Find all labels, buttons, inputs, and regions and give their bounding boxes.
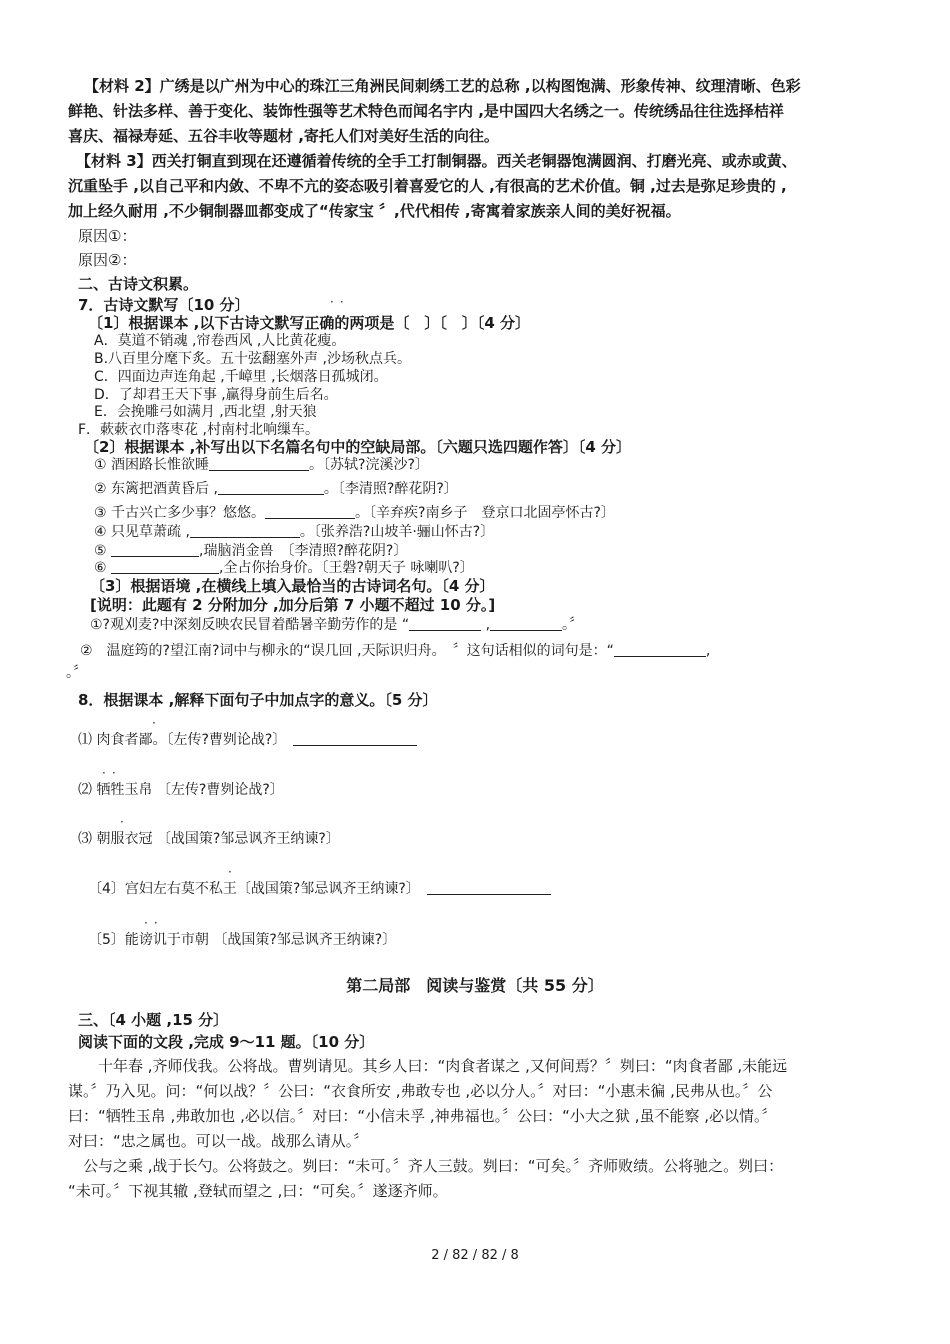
q8-item-2: ⑵ 牺牲玉帛 〔左传?曹刿论战?〕: [78, 782, 284, 798]
option-b: B.八百里分麾下炙。五十弦翻塞外声 ,沙场秋点兵。: [94, 351, 411, 367]
emphasis-dots: ·: [228, 865, 238, 879]
q7-note: [说明：此题有 2 分附加分 ,加分后第 7 小题不超过 10 分。]: [90, 596, 496, 614]
answer-blank[interactable]: [409, 616, 481, 631]
emphasis-dots: ·: [120, 815, 130, 829]
q7-part3: 〔3〕根据语境 ,在横线上填入最恰当的古诗词名句。〔4 分〕: [90, 577, 495, 595]
material3-line-1: 【材料 3】西关打铜直到现在还遵循着传统的全手工打制铜器。西关老铜器饱满圆润、打磨光亮、或赤或黄、: [76, 152, 797, 170]
q7-title: 7．古诗文默写〔10 分〕: [78, 296, 250, 314]
reason-1: 原因①：: [78, 227, 137, 245]
page-number: 2 / 82 / 82 / 8: [431, 1248, 519, 1263]
q8-item-5: 〔5〕能谤讥于市朝 〔战国策?邹忌讽齐王纳谏?〕: [88, 932, 397, 948]
q7-3-item-2-tail: 。〞: [66, 665, 87, 681]
answer-blank[interactable]: [265, 504, 355, 519]
reason-2: 原因②：: [78, 251, 137, 269]
answer-blank[interactable]: [293, 731, 417, 746]
fill-item-4: ④ 只见草萧疏 , 。〔张养浩?山坡羊·骊山怀古?〕: [94, 524, 495, 540]
answer-blank[interactable]: [111, 559, 219, 574]
q8-title: 8．根据课本 ,解释下面句子中加点字的意义。〔5 分〕: [78, 691, 438, 709]
q8-item-1: ⑴ 肉食者鄙。〔左传?曹刿论战?〕: [78, 730, 417, 750]
emphasis-dots: ··: [102, 766, 122, 780]
passage-line-6: “未可。〞下视其辙 ,登轼而望之 ,曰：“可矣。〞遂逐齐师。: [68, 1182, 448, 1200]
answer-blank[interactable]: [614, 642, 706, 657]
fill-item-1: ① 酒困路长惟欲睡 。〔苏轼?浣溪沙?〕: [94, 457, 429, 473]
option-d: D．了却君王天下事 ,赢得身前生后名。: [94, 387, 338, 403]
material3-line-3: 加上经久耐用 ,不少铜制器皿都变成了“传家宝 〞,代代相传 ,寄寓着家族亲人间的美好祝福。: [68, 202, 681, 220]
part2-title: 第二局部 阅读与鉴赏〔共 55 分〕: [346, 976, 604, 995]
q7-3-item-1: ①?观刈麦?中深刻反映农民冒着酷暑辛勤劳作的是 “ , 。〞: [90, 617, 584, 633]
answer-blank[interactable]: [209, 456, 309, 471]
answer-blank[interactable]: [111, 542, 199, 557]
option-c: C．四面边声连角起 ,千嶂里 ,长烟落日孤城闭。: [94, 369, 388, 385]
emphasis-dots: ··: [330, 295, 350, 309]
passage-line-2: 谋。〞乃入见。问：“何以战？〞公曰：“衣食所安 ,弗敢专也 ,必以分人。〞对曰：“小惠未徧 ,民弗从也。〞公: [68, 1082, 773, 1100]
material2-line-3: 喜庆、福禄寿延、五谷丰收等题材 ,寄托人们对美好生活的向往。: [68, 127, 499, 145]
fill-item-5: ⑤ ,瑞脑消金兽 〔李清照?醉花阴?〕: [94, 543, 408, 559]
material3-line-2: 沉重坠手 ,以自己平和内敛、不卑不亢的姿态吸引着喜爱它的人 ,有很高的艺术价值。铜 ,过去是弥足珍贵的 ,: [68, 177, 787, 195]
answer-blank[interactable]: [490, 616, 562, 631]
answer-blank[interactable]: [190, 523, 300, 538]
option-f: F．蔌蔌衣巾落枣花 ,村南村北响缫车。: [78, 422, 319, 438]
section-3-title: 三、〔4 小题 ,15 分〕: [78, 1011, 229, 1029]
q8-item-4: 〔4〕宫妇左右莫不私王〔战国策?邹忌讽齐王纳谏?〕: [88, 879, 551, 899]
emphasis-dots: ·: [152, 716, 162, 730]
emphasis-dots: ··: [144, 916, 164, 930]
passage-line-3: 曰：“牺牲玉帛 ,弗敢加也 ,必以信。〞对曰：“小信未孚 ,神弗福也。〞公曰：“小大之狱 ,虽不能察 ,必以情。〞: [68, 1107, 777, 1125]
answer-blank[interactable]: [218, 480, 324, 495]
fill-item-6: ⑥ ,全占你抬身价。〔王磐?朝天子 咏喇叭?〕: [94, 560, 474, 576]
passage-line-1: 十年春 ,齐师伐我。公将战。曹刿请见。其乡人曰：“肉食者谋之 ,又何间焉？〞刿曰：“肉食者鄙 ,未能远: [68, 1057, 788, 1075]
material2-line-2: 鲜艳、针法多样、善于变化、装饰性强等艺术特色而闻名宇内 ,是中国四大名绣之一。传统绣品往往选择桔祥: [68, 102, 784, 120]
q8-item-3: ⑶ 朝服衣冠 〔战国策?邹忌讽齐王纳谏?〕: [78, 831, 340, 847]
passage-line-4: 对曰：“忠之属也。可以一战。战那么请从。〞: [68, 1132, 369, 1150]
passage-line-5: 公与之乘 ,战于长勺。公将鼓之。刿曰：“未可。〞齐人三鼓。刿曰：“可矣。〞齐师败绩。公将驰之。刿曰：: [68, 1157, 784, 1175]
q7-3-item-2: ② 温庭筠的?望江南?词中与柳永的“误几回 ,天际识归舟。 〞这句话相似的词句是：“ ,: [80, 643, 711, 659]
option-a: A．莫道不销魂 ,帘卷西风 ,人比黄花瘦。: [94, 333, 346, 349]
reading-intro: 阅读下面的文段 ,完成 9～11 题。〔10 分〕: [78, 1033, 375, 1051]
material2-line-1: 【材料 2】广绣是以广州为中心的珠江三角洲民间刺绣工艺的总称 ,以构图饱满、形象传神、纹理清晰、色彩: [84, 77, 801, 95]
section-2-title: 二、古诗文积累。: [78, 275, 199, 293]
fill-item-3: ③ 千古兴亡多少事？悠悠。 。〔辛弃疾?南乡子 登京口北固亭怀古?〕: [94, 505, 615, 521]
answer-blank[interactable]: [427, 880, 551, 895]
option-e: E．会挽雕弓如满月 ,西北望 ,射天狼: [94, 404, 317, 420]
q7-part1: 〔1〕根据课本 ,以下古诗文默写正确的两项是〔 〕〔 〕〔4 分〕: [88, 314, 531, 332]
q7-part2: 〔2〕根据课本 ,补写出以下名篇名句中的空缺局部。〔六题只选四题作答〕〔4 分〕: [84, 438, 632, 456]
fill-item-2: ② 东篱把酒黄昏后 , 。〔李清照?醉花阴?〕: [94, 481, 458, 497]
